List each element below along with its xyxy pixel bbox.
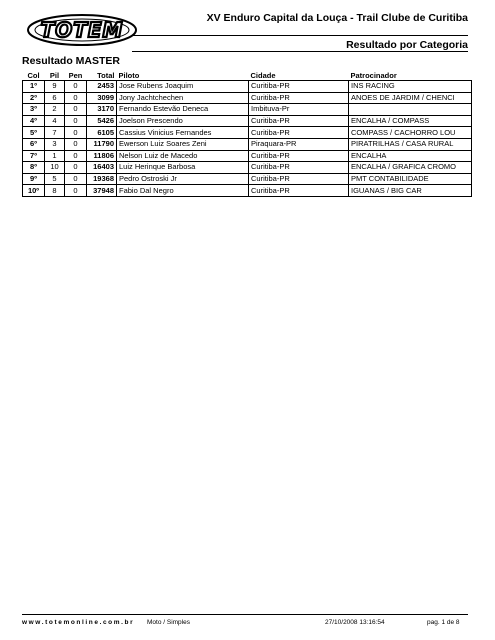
col-header-col: Col <box>23 70 45 81</box>
cell-position: 3º <box>23 104 45 116</box>
cell-total: 2453 <box>87 81 117 93</box>
cell-city: Curitiba-PR <box>249 115 349 127</box>
cell-position: 9º <box>23 173 45 185</box>
totem-logo <box>26 12 138 48</box>
cell-sponsor: ENCALHA <box>349 150 472 162</box>
category-title: Resultado MASTER <box>22 55 121 67</box>
cell-city: Curitiba-PR <box>249 81 349 93</box>
cell-pilot-number: 9 <box>45 81 65 93</box>
footer-datetime: 27/10/2008 13:16:54 <box>325 619 385 626</box>
svg-text:TOTEM: TOTEM <box>40 18 124 42</box>
footer-page-number: pag. 1 de 8 <box>427 619 460 626</box>
cell-pilot-name: Nelson Luiz de Macedo <box>117 150 249 162</box>
cell-penalty: 0 <box>65 115 87 127</box>
cell-pilot-number: 5 <box>45 173 65 185</box>
cell-position: 6º <box>23 138 45 150</box>
col-header-pen: Pen <box>65 70 87 81</box>
col-header-cidade: Cidade <box>249 70 349 81</box>
table-row <box>23 138 472 150</box>
cell-city: Piraquara-PR <box>249 138 349 150</box>
col-header-total: Total <box>87 70 117 81</box>
cell-position: 10º <box>23 185 45 197</box>
table-row <box>23 185 472 197</box>
cell-total: 16403 <box>87 162 117 174</box>
cell-penalty: 0 <box>65 81 87 93</box>
cell-pilot-name: Jose Rubens Joaquim <box>117 81 249 93</box>
subtitle-divider <box>132 51 468 52</box>
cell-sponsor: INS RACING <box>349 81 472 93</box>
cell-city: Curitiba-PR <box>249 150 349 162</box>
table-row <box>23 150 472 162</box>
cell-total: 11790 <box>87 138 117 150</box>
cell-city: Curitiba-PR <box>249 162 349 174</box>
cell-sponsor <box>349 104 472 116</box>
cell-pilot-name: Cassius Vinicius Fernandes <box>117 127 249 139</box>
cell-total: 6105 <box>87 127 117 139</box>
cell-total: 3099 <box>87 92 117 104</box>
table-row <box>23 104 472 116</box>
cell-penalty: 0 <box>65 127 87 139</box>
cell-total: 11806 <box>87 150 117 162</box>
cell-pilot-number: 1 <box>45 150 65 162</box>
cell-pilot-number: 8 <box>45 185 65 197</box>
cell-pilot-number: 2 <box>45 104 65 116</box>
results-table <box>22 70 472 197</box>
cell-sponsor: IGUANAS / BIG CAR <box>349 185 472 197</box>
cell-position: 7º <box>23 150 45 162</box>
cell-position: 5º <box>23 127 45 139</box>
cell-city: Curitiba-PR <box>249 185 349 197</box>
cell-city: Curitiba-PR <box>249 127 349 139</box>
cell-penalty: 0 <box>65 92 87 104</box>
cell-position: 1º <box>23 81 45 93</box>
table-header-row <box>23 70 472 81</box>
footer-divider <box>22 614 468 615</box>
cell-sponsor: COMPASS / CACHORRO LOU <box>349 127 472 139</box>
cell-pilot-name: Jony Jachtchechen <box>117 92 249 104</box>
header-divider <box>132 35 468 36</box>
cell-pilot-name: Ewerson Luiz Soares Zeni <box>117 138 249 150</box>
cell-total: 19368 <box>87 173 117 185</box>
cell-city: Curitiba-PR <box>249 92 349 104</box>
cell-penalty: 0 <box>65 185 87 197</box>
cell-pilot-number: 4 <box>45 115 65 127</box>
cell-penalty: 0 <box>65 104 87 116</box>
table-row <box>23 173 472 185</box>
cell-total: 37948 <box>87 185 117 197</box>
cell-pilot-number: 6 <box>45 92 65 104</box>
table-row <box>23 162 472 174</box>
cell-penalty: 0 <box>65 138 87 150</box>
cell-pilot-number: 10 <box>45 162 65 174</box>
cell-sponsor: PIRATRILHAS / CASA RURAL <box>349 138 472 150</box>
cell-penalty: 0 <box>65 173 87 185</box>
cell-position: 8º <box>23 162 45 174</box>
cell-penalty: 0 <box>65 162 87 174</box>
cell-penalty: 0 <box>65 150 87 162</box>
table-row <box>23 81 472 93</box>
cell-city: Imbituva-Pr <box>249 104 349 116</box>
cell-pilot-name: Luiz Herinque Barbosa <box>117 162 249 174</box>
cell-city: Curitiba-PR <box>249 173 349 185</box>
table-row <box>23 92 472 104</box>
col-header-piloto: Piloto <box>117 70 249 81</box>
col-header-pil: Pil <box>45 70 65 81</box>
cell-sponsor: PMT CONTABILIDADE <box>349 173 472 185</box>
col-header-patrocinador: Patrocinador <box>349 70 472 81</box>
footer-mode: Moto / Simples <box>147 619 190 626</box>
cell-pilot-name: Fabio Dal Negro <box>117 185 249 197</box>
cell-sponsor: ENCALHA / COMPASS <box>349 115 472 127</box>
cell-pilot-number: 7 <box>45 127 65 139</box>
cell-total: 5426 <box>87 115 117 127</box>
cell-sponsor: ENCALHA / GRAFICA CROMO <box>349 162 472 174</box>
table-row <box>23 115 472 127</box>
cell-position: 2º <box>23 92 45 104</box>
event-title: XV Enduro Capital da Louça - Trail Clube de Curitiba <box>206 12 468 24</box>
cell-pilot-name: Pedro Ostroski Jr <box>117 173 249 185</box>
cell-pilot-name: Joelson Prescendo <box>117 115 249 127</box>
cell-pilot-name: Fernando Estevão Deneca <box>117 104 249 116</box>
cell-position: 4º <box>23 115 45 127</box>
page-subtitle: Resultado por Categoria <box>346 39 468 51</box>
cell-sponsor: ANOES DE JARDIM / CHENCI <box>349 92 472 104</box>
footer-site-link[interactable]: www.totemonline.com.br <box>22 619 135 626</box>
cell-pilot-number: 3 <box>45 138 65 150</box>
cell-total: 3170 <box>87 104 117 116</box>
table-row <box>23 127 472 139</box>
